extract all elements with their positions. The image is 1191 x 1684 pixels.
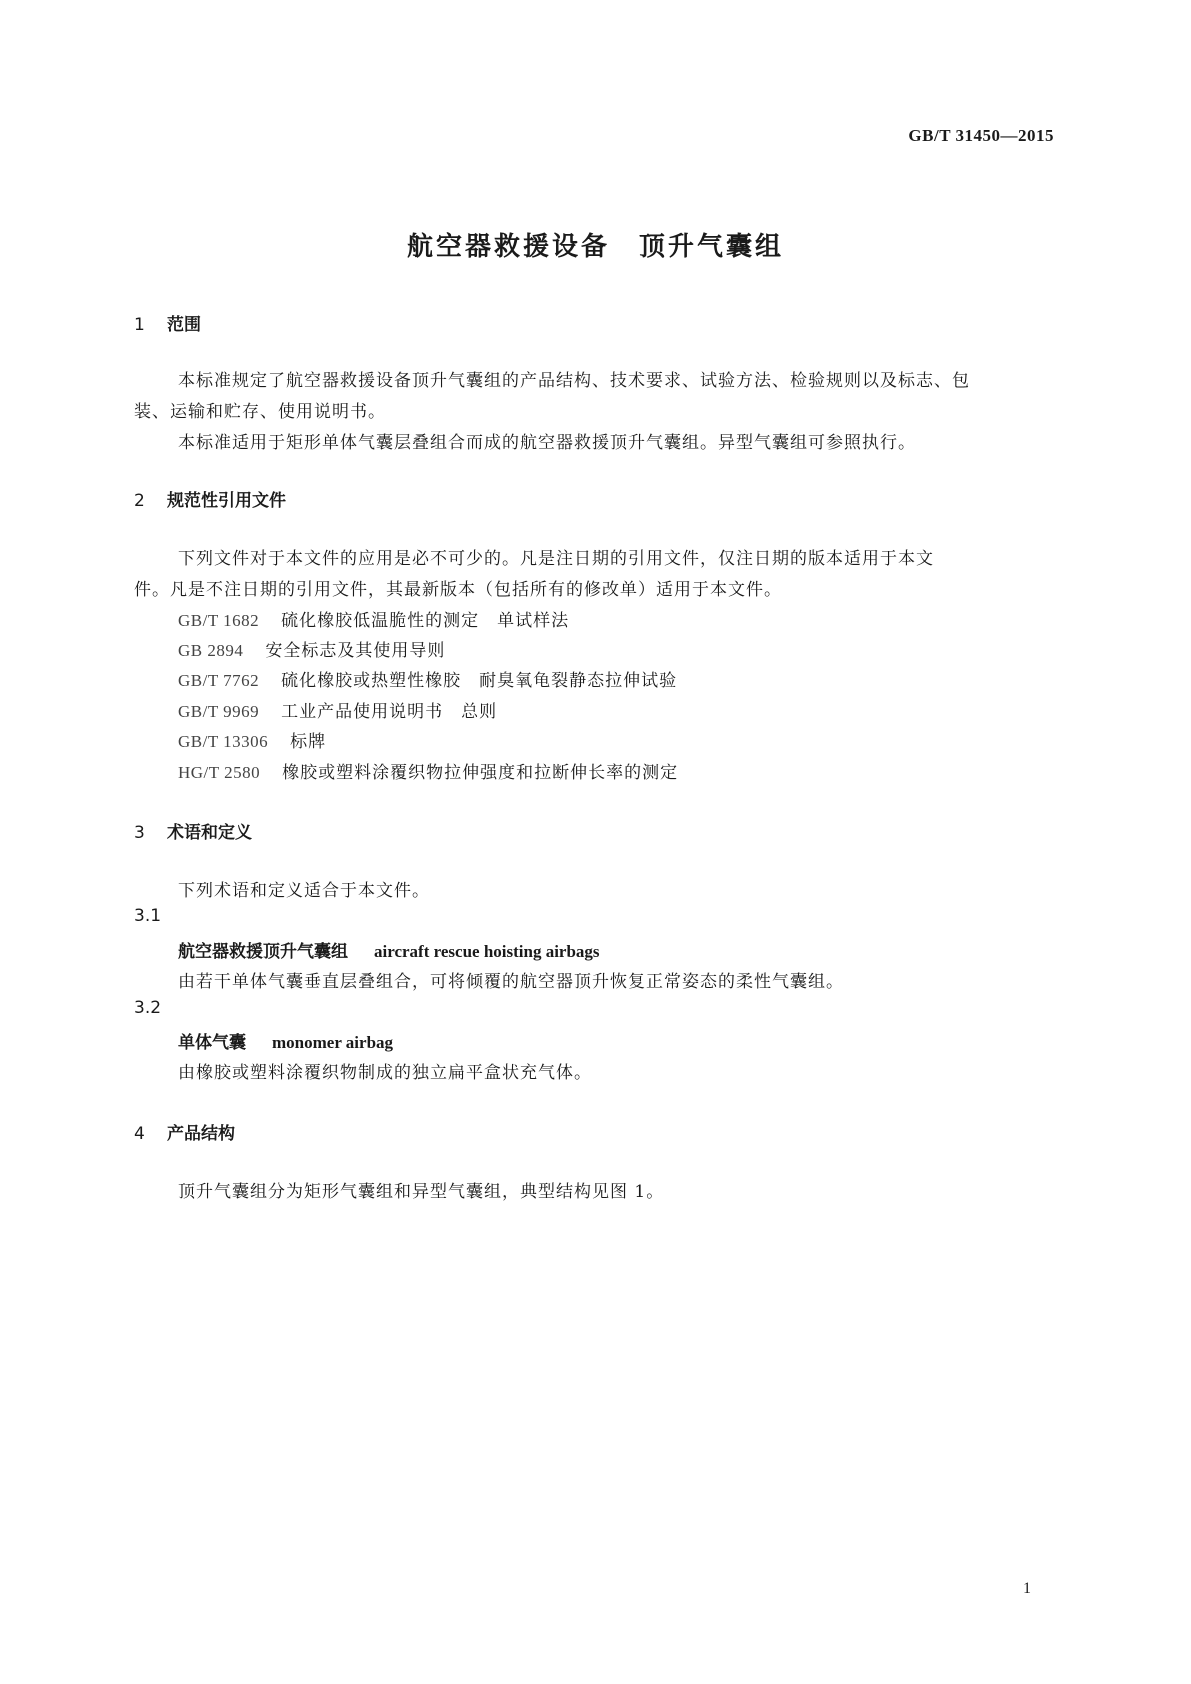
term-number: 3.2 [134,998,162,1018]
term-definition: 由橡胶或塑料涂覆织物制成的独立扁平盒状充气体。 [178,1063,592,1083]
paragraph: 装、运输和贮存、使用说明书。 [134,402,386,422]
paragraph: 下列文件对于本文件的应用是必不可少的。凡是注日期的引用文件，仅注日期的版本适用于本文 [178,549,934,569]
section-number: 2 [134,491,145,511]
reference-code: GB/T 7762 [178,671,260,690]
section-title: 术语和定义 [167,823,252,843]
section-number: 3 [134,823,145,843]
standard-code: GB/T 31450—2015 [908,126,1054,145]
section-title: 规范性引用文件 [167,491,286,511]
term-english: monomer airbag [272,1033,394,1052]
section-1-heading [134,310,201,335]
term-english: aircraft rescue hoisting airbags [374,942,600,961]
term-number: 3.1 [134,906,162,926]
term-chinese: 航空器救援顶升气囊组 [178,942,348,962]
section-number: 1 [134,315,145,335]
reference-title: 硫化橡胶低温脆性的测定 单试样法 [281,611,570,631]
section-title: 范围 [167,315,201,335]
term-definition: 由若干单体气囊垂直层叠组合，可将倾覆的航空器顶升恢复正常姿态的柔性气囊组。 [178,972,844,992]
reference-code: GB/T 13306 [178,732,269,751]
reference-code: GB 2894 [178,641,244,660]
reference-item [178,606,569,631]
document-title: 航空器救援设备 顶升气囊组 [406,232,784,262]
reference-title: 硫化橡胶或热塑性橡胶 耐臭氧龟裂静态拉伸试验 [281,671,678,691]
section-4-heading [134,1119,235,1144]
reference-item [178,758,678,783]
paragraph: 下列术语和定义适合于本文件。 [178,881,430,901]
section-2-heading [134,486,286,511]
paragraph: 本标准规定了航空器救援设备顶升气囊组的产品结构、技术要求、试验方法、检验规则以及标志、包 [178,371,970,391]
paragraph: 本标准适用于矩形单体气囊层叠组合而成的航空器救援顶升气囊组。异型气囊组可参照执行。 [178,433,916,453]
reference-item [178,666,677,691]
reference-title: 橡胶或塑料涂覆织物拉伸强度和拉断伸长率的测定 [282,763,679,783]
term-heading [178,937,600,962]
reference-code: HG/T 2580 [178,763,261,782]
paragraph: 顶升气囊组分为矩形气囊组和异型气囊组，典型结构见图 1。 [178,1182,665,1202]
page-number: 1 [1023,1580,1031,1597]
reference-item [178,727,326,752]
section-title: 产品结构 [167,1124,235,1144]
reference-title: 工业产品使用说明书 总则 [281,702,498,722]
reference-item [178,697,497,722]
reference-title: 标牌 [290,732,327,752]
term-heading [178,1028,393,1053]
term-chinese: 单体气囊 [178,1033,246,1053]
section-number: 4 [134,1124,145,1144]
reference-item [178,636,445,661]
reference-code: GB/T 1682 [178,611,260,630]
section-3-heading [134,818,252,843]
paragraph: 件。凡是不注日期的引用文件，其最新版本（包括所有的修改单）适用于本文件。 [134,580,782,600]
reference-code: GB/T 9969 [178,702,260,721]
reference-title: 安全标志及其使用导则 [265,641,446,661]
